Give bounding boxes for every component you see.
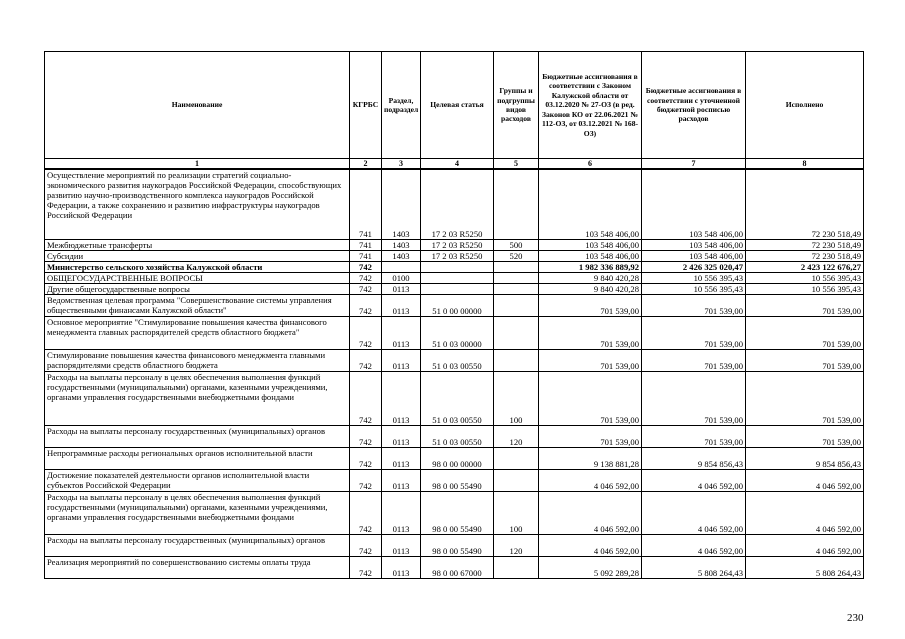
row-refined-allocation-cell: 4 046 592,00: [642, 469, 746, 491]
row-name-cell: Расходы на выплаты персоналу государственных (муниципальных) органов: [45, 425, 350, 447]
row-name-cell: Расходы на выплаты персоналу в целях обеспечения выполнения функций государственными (муниципальными) органами, казенными учреждениями, органами управления государственными внебюджетными фондами: [45, 371, 350, 425]
row-executed-cell: 9 854 856,43: [746, 447, 864, 469]
row-section-cell: 0113: [382, 534, 421, 556]
row-kgrbs-cell: 742: [350, 469, 382, 491]
row-expense-group-cell: 500: [494, 239, 539, 250]
row-law-allocation-cell: 9 138 881,28: [539, 447, 642, 469]
column-number: 7: [642, 159, 746, 170]
row-refined-allocation-cell: 5 808 264,43: [642, 556, 746, 578]
row-target-article-cell: 98 0 00 00000: [421, 447, 494, 469]
row-law-allocation-cell: 701 539,00: [539, 316, 642, 349]
row-law-allocation-cell: 701 539,00: [539, 294, 642, 316]
header-executed: Исполнено: [746, 52, 864, 159]
table-row: [45, 491, 864, 534]
row-executed-cell: 4 046 592,00: [746, 491, 864, 534]
row-expense-group-cell: 120: [494, 534, 539, 556]
row-expense-group-cell: 100: [494, 371, 539, 425]
row-executed-cell: 701 539,00: [746, 294, 864, 316]
row-name-cell: Осуществление мероприятий по реализации стратегий социально-экономического развития наукоградов Российской Федерации, способствующих развитию научно-производственного комплекса наукоградов Российской Федерации, а также сохранению и развитию инфраструктуры наукоградов Российской Федерации: [45, 169, 350, 239]
row-target-article-cell: 17 2 03 R5250: [421, 250, 494, 261]
budget-table: [44, 51, 864, 579]
row-refined-allocation-cell: 103 548 406,00: [642, 250, 746, 261]
row-executed-cell: 10 556 395,43: [746, 272, 864, 283]
row-refined-allocation-cell: 4 046 592,00: [642, 491, 746, 534]
row-section-cell: 0113: [382, 469, 421, 491]
row-refined-allocation-cell: 4 046 592,00: [642, 534, 746, 556]
column-number: 3: [382, 159, 421, 170]
table-row: [45, 294, 864, 316]
row-expense-group-cell: [494, 261, 539, 272]
row-target-article-cell: 51 0 00 00000: [421, 294, 494, 316]
row-law-allocation-cell: 103 548 406,00: [539, 250, 642, 261]
row-expense-group-cell: [494, 169, 539, 239]
table-row: [45, 239, 864, 250]
row-refined-allocation-cell: 103 548 406,00: [642, 169, 746, 239]
row-executed-cell: 5 808 264,43: [746, 556, 864, 578]
row-executed-cell: 2 423 122 676,27: [746, 261, 864, 272]
row-refined-allocation-cell: 701 539,00: [642, 425, 746, 447]
row-kgrbs-cell: 742: [350, 349, 382, 371]
row-section-cell: 0113: [382, 349, 421, 371]
column-number: 4: [421, 159, 494, 170]
row-expense-group-cell: [494, 272, 539, 283]
row-kgrbs-cell: 742: [350, 283, 382, 294]
table-row: [45, 261, 864, 272]
row-executed-cell: 4 046 592,00: [746, 469, 864, 491]
row-executed-cell: 701 539,00: [746, 371, 864, 425]
row-executed-cell: 72 230 518,49: [746, 250, 864, 261]
row-refined-allocation-cell: 701 539,00: [642, 316, 746, 349]
row-name-cell: Непрограммные расходы региональных органов исполнительной власти: [45, 447, 350, 469]
row-refined-allocation-cell: 103 548 406,00: [642, 239, 746, 250]
row-law-allocation-cell: 1 982 336 889,92: [539, 261, 642, 272]
table-row: [45, 469, 864, 491]
row-target-article-cell: [421, 272, 494, 283]
row-section-cell: 0113: [382, 447, 421, 469]
row-name-cell: Министерство сельского хозяйства Калужской области: [45, 261, 350, 272]
row-target-article-cell: 51 0 03 00000: [421, 316, 494, 349]
row-section-cell: 0100: [382, 272, 421, 283]
row-kgrbs-cell: 742: [350, 272, 382, 283]
row-expense-group-cell: [494, 316, 539, 349]
row-law-allocation-cell: 103 548 406,00: [539, 169, 642, 239]
row-expense-group-cell: [494, 556, 539, 578]
row-kgrbs-cell: 742: [350, 294, 382, 316]
row-target-article-cell: 17 2 03 R5250: [421, 169, 494, 239]
header-target-article: Целевая статья: [421, 52, 494, 159]
row-kgrbs-cell: 742: [350, 491, 382, 534]
row-law-allocation-cell: 9 840 420,28: [539, 283, 642, 294]
row-law-allocation-cell: 5 092 289,28: [539, 556, 642, 578]
row-expense-group-cell: 100: [494, 491, 539, 534]
row-target-article-cell: 98 0 00 55490: [421, 469, 494, 491]
table-row: [45, 447, 864, 469]
row-law-allocation-cell: 9 840 420,28: [539, 272, 642, 283]
table-row: [45, 556, 864, 578]
row-refined-allocation-cell: 701 539,00: [642, 294, 746, 316]
column-number: 2: [350, 159, 382, 170]
row-expense-group-cell: [494, 469, 539, 491]
row-law-allocation-cell: 701 539,00: [539, 425, 642, 447]
row-expense-group-cell: 120: [494, 425, 539, 447]
row-kgrbs-cell: 741: [350, 250, 382, 261]
row-executed-cell: 72 230 518,49: [746, 169, 864, 239]
row-section-cell: 0113: [382, 425, 421, 447]
column-number: 8: [746, 159, 864, 170]
table-row: [45, 316, 864, 349]
table-row: [45, 425, 864, 447]
row-executed-cell: 10 556 395,43: [746, 283, 864, 294]
row-section-cell: 0113: [382, 283, 421, 294]
row-name-cell: ОБЩЕГОСУДАРСТВЕННЫЕ ВОПРОСЫ: [45, 272, 350, 283]
row-section-cell: 1403: [382, 239, 421, 250]
column-number: 6: [539, 159, 642, 170]
row-name-cell: Расходы на выплаты персоналу государственных (муниципальных) органов: [45, 534, 350, 556]
row-expense-group-cell: [494, 294, 539, 316]
row-name-cell: Ведомственная целевая программа "Совершенствование системы управления общественными финансами Калужской области": [45, 294, 350, 316]
row-law-allocation-cell: 103 548 406,00: [539, 239, 642, 250]
row-kgrbs-cell: 742: [350, 316, 382, 349]
row-kgrbs-cell: 742: [350, 261, 382, 272]
table-row: [45, 349, 864, 371]
table-row: [45, 272, 864, 283]
row-target-article-cell: 98 0 00 55490: [421, 491, 494, 534]
row-section-cell: 0113: [382, 316, 421, 349]
row-section-cell: 1403: [382, 250, 421, 261]
row-section-cell: 0113: [382, 556, 421, 578]
row-expense-group-cell: 520: [494, 250, 539, 261]
row-executed-cell: 4 046 592,00: [746, 534, 864, 556]
row-kgrbs-cell: 742: [350, 447, 382, 469]
row-refined-allocation-cell: 2 426 325 020,47: [642, 261, 746, 272]
row-target-article-cell: 98 0 00 67000: [421, 556, 494, 578]
header-law-allocations: Бюджетные ассигнования в соответствии с Законом Калужской области от 03.12.2020 № 27-ОЗ (в ред. Законов КО от 22.06.2021 № 112-ОЗ, от 03.12.2021 № 168-ОЗ): [539, 52, 642, 159]
row-name-cell: Субсидии: [45, 250, 350, 261]
row-target-article-cell: [421, 261, 494, 272]
row-name-cell: Другие общегосударственные вопросы: [45, 283, 350, 294]
row-kgrbs-cell: 742: [350, 425, 382, 447]
table-row: [45, 283, 864, 294]
row-expense-group-cell: [494, 447, 539, 469]
row-section-cell: [382, 261, 421, 272]
header-kgrbs: КГРБС: [350, 52, 382, 159]
row-name-cell: Реализация мероприятий по совершенствованию системы оплаты труда: [45, 556, 350, 578]
row-section-cell: 0113: [382, 294, 421, 316]
row-law-allocation-cell: 701 539,00: [539, 349, 642, 371]
row-target-article-cell: [421, 283, 494, 294]
header-expense-groups: Группы и подгруппы видов расходов: [494, 52, 539, 159]
row-target-article-cell: 51 0 03 00550: [421, 371, 494, 425]
row-section-cell: 1403: [382, 169, 421, 239]
row-expense-group-cell: [494, 349, 539, 371]
row-law-allocation-cell: 4 046 592,00: [539, 534, 642, 556]
row-law-allocation-cell: 4 046 592,00: [539, 469, 642, 491]
row-refined-allocation-cell: 10 556 395,43: [642, 283, 746, 294]
row-name-cell: Достижение показателей деятельности органов исполнительной власти субъектов Российской Федерации: [45, 469, 350, 491]
row-target-article-cell: 98 0 00 55490: [421, 534, 494, 556]
row-kgrbs-cell: 741: [350, 169, 382, 239]
header-refined-allocations: Бюджетные ассигнования в соответствии с уточненной бюджетной росписью расходов: [642, 52, 746, 159]
row-kgrbs-cell: 741: [350, 239, 382, 250]
column-number: 5: [494, 159, 539, 170]
row-executed-cell: 701 539,00: [746, 316, 864, 349]
row-law-allocation-cell: 701 539,00: [539, 371, 642, 425]
row-section-cell: 0113: [382, 491, 421, 534]
row-kgrbs-cell: 742: [350, 556, 382, 578]
row-kgrbs-cell: 742: [350, 371, 382, 425]
table-row: [45, 371, 864, 425]
row-refined-allocation-cell: 701 539,00: [642, 349, 746, 371]
table-row: [45, 169, 864, 239]
row-name-cell: Межбюджетные трансферты: [45, 239, 350, 250]
row-kgrbs-cell: 742: [350, 534, 382, 556]
row-law-allocation-cell: 4 046 592,00: [539, 491, 642, 534]
table-row: [45, 250, 864, 261]
row-executed-cell: 72 230 518,49: [746, 239, 864, 250]
row-executed-cell: 701 539,00: [746, 425, 864, 447]
row-target-article-cell: 51 0 03 00550: [421, 425, 494, 447]
page-number: 230: [847, 612, 864, 624]
header-name: Наименование: [45, 52, 350, 159]
row-refined-allocation-cell: 701 539,00: [642, 371, 746, 425]
row-refined-allocation-cell: 10 556 395,43: [642, 272, 746, 283]
column-number: 1: [45, 159, 350, 170]
row-name-cell: Стимулирование повышения качества финансового менеджмента главными распорядителями средств областного бюджета: [45, 349, 350, 371]
row-section-cell: 0113: [382, 371, 421, 425]
row-name-cell: Расходы на выплаты персоналу в целях обеспечения выполнения функций государственными (муниципальными) органами, казенными учреждениями, органами управления государственными внебюджетными фондами: [45, 491, 350, 534]
row-expense-group-cell: [494, 283, 539, 294]
row-target-article-cell: 51 0 03 00550: [421, 349, 494, 371]
row-target-article-cell: 17 2 03 R5250: [421, 239, 494, 250]
header-section: Раздел, подраздел: [382, 52, 421, 159]
row-refined-allocation-cell: 9 854 856,43: [642, 447, 746, 469]
row-executed-cell: 701 539,00: [746, 349, 864, 371]
table-row: [45, 534, 864, 556]
row-name-cell: Основное мероприятие "Стимулирование повышения качества финансового менеджмента главных распорядителей средств областного бюджета": [45, 316, 350, 349]
